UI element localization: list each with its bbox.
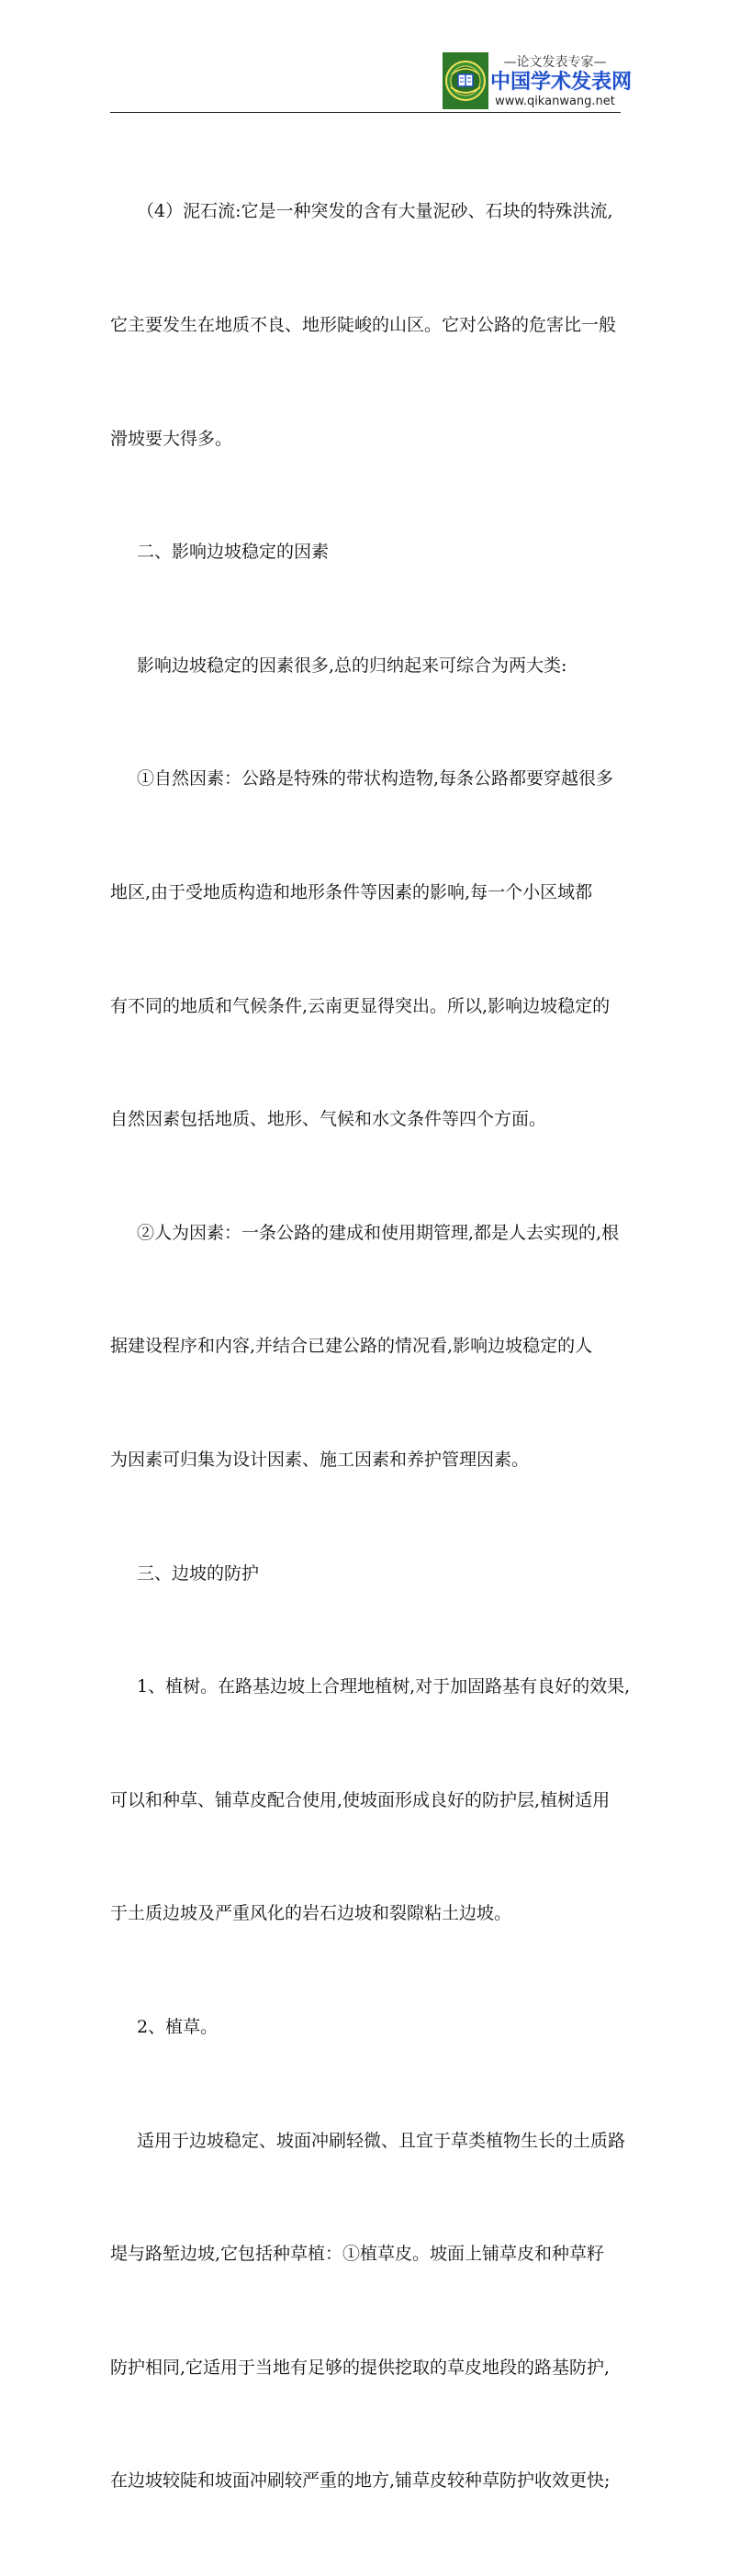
body-text bbox=[110, 118, 631, 2576]
logo-name: 中国学术发表网 bbox=[490, 71, 633, 94]
text-line: 地区,由于受地质构造和地形条件等因素的影响,每一个小区域都 bbox=[110, 881, 593, 902]
logo-text bbox=[490, 52, 633, 109]
text-line: 在边坡较陡和坡面冲刷较严重的地方,铺草皮较种草防护收效更快; bbox=[110, 2470, 611, 2492]
text-line: 1、植树。在路基边坡上合理地植树,对于加固路基有良好的效果, bbox=[137, 1676, 631, 1697]
section-heading: 二、影响边坡稳定的因素 bbox=[137, 542, 330, 563]
page-header bbox=[0, 0, 729, 115]
text-line: ①自然因素：公路是特殊的带状构造物,每条公路都要穿越很多 bbox=[137, 768, 614, 790]
text-line: 可以和种草、铺草皮配合使用,使坡面形成良好的防护层,植树适用 bbox=[110, 1789, 611, 1810]
text-line: 为因素可归集为设计因素、施工因素和养护管理因素。 bbox=[110, 1449, 530, 1470]
site-logo[interactable] bbox=[443, 52, 633, 109]
header-divider bbox=[110, 112, 621, 113]
text-line: 影响边坡稳定的因素很多,总的归纳起来可综合为两大类: bbox=[137, 655, 567, 676]
text-line: 据建设程序和内容,并结合已建公路的情况看,影响边坡稳定的人 bbox=[110, 1336, 593, 1357]
logo-slogan: —论文发表专家— bbox=[503, 55, 607, 70]
text-line: 自然因素包括地质、地形、气候和水文条件等四个方面。 bbox=[110, 1109, 547, 1130]
text-line: 有不同的地质和气候条件,云南更显得突出。所以,影响边坡稳定的 bbox=[110, 995, 611, 1016]
logo-seal-icon bbox=[443, 52, 488, 109]
text-line: 防护相同,它适用于当地有足够的提供挖取的草皮地段的路基防护, bbox=[110, 2357, 611, 2378]
text-line: 滑坡要大得多。 bbox=[110, 428, 233, 449]
text-line: （4）泥石流:它是一种突发的含有大量泥砂、石块的特殊洪流, bbox=[137, 201, 613, 222]
text-line: 堤与路堑边坡,它包括种草植：①植草皮。坡面上铺草皮和种草籽 bbox=[110, 2244, 605, 2265]
text-line: 于土质边坡及严重风化的岩石边坡和裂隙粘土边坡。 bbox=[110, 1903, 512, 1924]
text-line: ②人为因素：一条公路的建成和使用期管理,都是人去实现的,根 bbox=[137, 1222, 620, 1243]
document-body bbox=[110, 118, 631, 2576]
section-heading: 三、边坡的防护 bbox=[137, 1562, 260, 1584]
text-line: 它主要发生在地质不良、地形陡峻的山区。它对公路的危害比一般 bbox=[110, 315, 617, 335]
text-line: 适用于边坡稳定、坡面冲刷轻微、且宜于草类植物生长的土质路 bbox=[137, 2130, 626, 2151]
text-line: 2、植草。 bbox=[137, 2016, 219, 2037]
logo-url[interactable]: www.qikanwang.net bbox=[495, 95, 615, 108]
